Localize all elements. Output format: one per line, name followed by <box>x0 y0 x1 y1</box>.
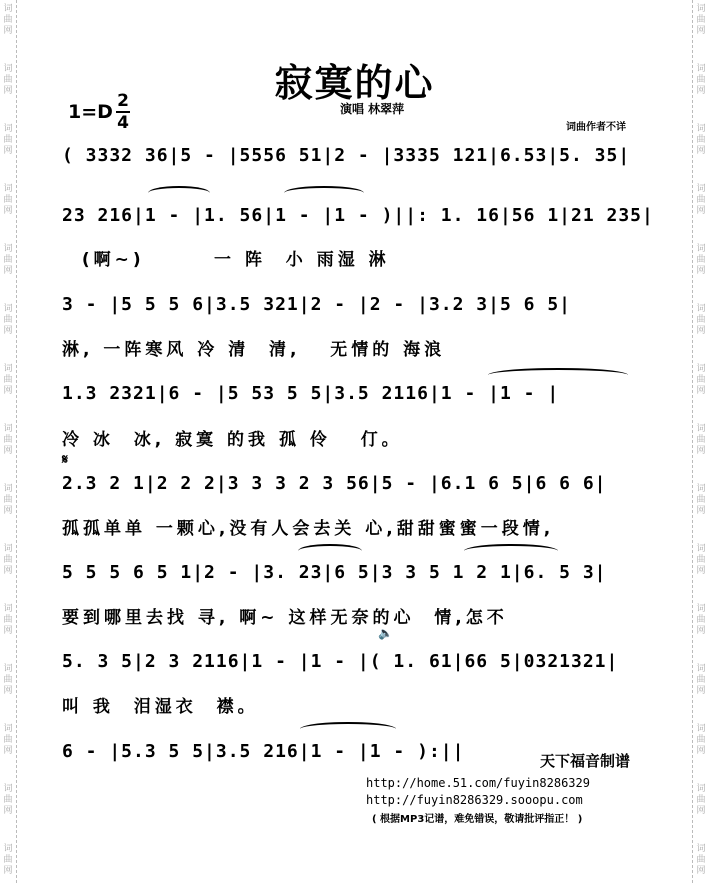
lyrics-line-7: 叫 我 泪湿衣 襟。 <box>62 697 259 717</box>
watermark-text: 词 曲 网 <box>3 244 13 276</box>
website-url-1[interactable]: http://home.51.com/fuyin8286329 <box>366 776 590 790</box>
slur-arc <box>488 368 628 382</box>
lyrics-line-4: 冷 冰 冰, 寂寞 的我 孤 伶 仃。 <box>62 430 403 450</box>
lyrics-line-3: 淋, 一阵寒风 冷 清 清, 无情的 海浪 <box>62 340 446 360</box>
brand-label: 天下福音制谱 <box>540 752 631 770</box>
watermark-text: 词 曲 网 <box>3 4 13 36</box>
watermark-text: 词 曲 网 <box>3 544 13 576</box>
watermark-text: 词 曲 网 <box>3 184 13 216</box>
time-bottom: 4 <box>117 113 129 133</box>
slur-arc <box>284 186 364 200</box>
watermark-text: 词 曲 网 <box>3 664 13 696</box>
lyrics-line-6: 要到哪里去找 寻, 啊~ 这样无奈的心 情,怎不 <box>62 608 508 628</box>
segno-icon: 𝄋 <box>62 452 69 468</box>
page-title: 寂寞的心 <box>274 61 435 105</box>
watermark-text: 词 曲 网 <box>696 484 706 516</box>
lyrics-line-2: (啊~) 一 阵 小 雨湿 淋 <box>62 250 390 270</box>
watermark-text: 词 曲 网 <box>696 184 706 216</box>
watermark-text: 词 曲 网 <box>3 484 13 516</box>
slur-arc <box>464 544 558 558</box>
watermark-text: 词 曲 网 <box>3 724 13 756</box>
watermark-text: 词 曲 网 <box>696 664 706 696</box>
watermark-text: 词 曲 网 <box>696 64 706 96</box>
speaker-icon: 🔈 <box>378 626 393 640</box>
watermark-text: 词 曲 网 <box>696 844 706 876</box>
watermark-text: 词 曲 网 <box>696 544 706 576</box>
watermark-text: 词 曲 网 <box>696 304 706 336</box>
notation-line-6: 5 5 5 6 5 1|2 - |3. 23|6 5|3 3 5 1 2 1|6. 5 3| <box>62 562 607 583</box>
notation-line-1: ( 3332 36|5 - |5556 51|2 - |3335 121|6.53|5. 35| <box>62 145 631 166</box>
watermark-text: 词 曲 网 <box>696 784 706 816</box>
lyrics-line-5: 孤孤单单 一颗心,没有人会去关 心,甜甜蜜蜜一段情, <box>62 519 555 539</box>
watermark-text: 词 曲 网 <box>696 244 706 276</box>
watermark-text: 词 曲 网 <box>3 364 13 396</box>
notation-line-5: 2.3 2 1|2 2 2|3 3 3 2 3 56|5 - |6.1 6 5|6 6 6| <box>62 473 607 494</box>
watermark-text: 词 曲 网 <box>3 604 13 636</box>
slur-arc <box>298 544 362 558</box>
disclaimer-note: ( 根据MP3记谱，难免错误，敬请批评指正！ ) <box>372 814 583 825</box>
key-signature: 1=D <box>68 101 113 123</box>
notation-line-8: 6 - |5.3 5 5|3.5 216|1 - |1 - ):|| <box>62 741 465 762</box>
singer-credit: 演唱 林翠萍 <box>340 102 405 116</box>
watermark-text: 词 曲 网 <box>3 304 13 336</box>
watermark-text: 词 曲 网 <box>3 64 13 96</box>
watermark-text: 词 曲 网 <box>3 424 13 456</box>
notation-line-7: 5. 3 5|2 3 2116|1 - |1 - |( 1. 61|66 5|0321321| <box>62 651 619 672</box>
watermark-text: 词 曲 网 <box>3 124 13 156</box>
notation-line-3: 3 - |5 5 5 6|3.5 321|2 - |2 - |3.2 3|5 6 5| <box>62 294 571 315</box>
time-top: 2 <box>117 91 129 111</box>
watermark-text: 词 曲 网 <box>696 724 706 756</box>
watermark-text: 词 曲 网 <box>696 364 706 396</box>
notation-line-2: 23 216|1 - |1. 56|1 - |1 - )||: 1. 16|56 1|21 235| <box>62 205 654 226</box>
composer-credit: 词曲作者不详 <box>566 122 626 133</box>
notation-line-4: 1.3 2321|6 - |5 53 5 5|3.5 2116|1 - |1 - | <box>62 383 560 404</box>
watermark-text: 词 曲 网 <box>696 604 706 636</box>
watermark-text: 词 曲 网 <box>696 124 706 156</box>
time-signature <box>116 92 130 132</box>
watermark-text: 词 曲 网 <box>3 844 13 876</box>
watermark-text: 词 曲 网 <box>696 424 706 456</box>
slur-arc <box>300 722 396 736</box>
website-url-2[interactable]: http://fuyin8286329.sooopu.com <box>366 793 583 807</box>
watermark-text: 词 曲 网 <box>3 784 13 816</box>
slur-arc <box>148 186 210 200</box>
watermark-text: 词 曲 网 <box>696 4 706 36</box>
